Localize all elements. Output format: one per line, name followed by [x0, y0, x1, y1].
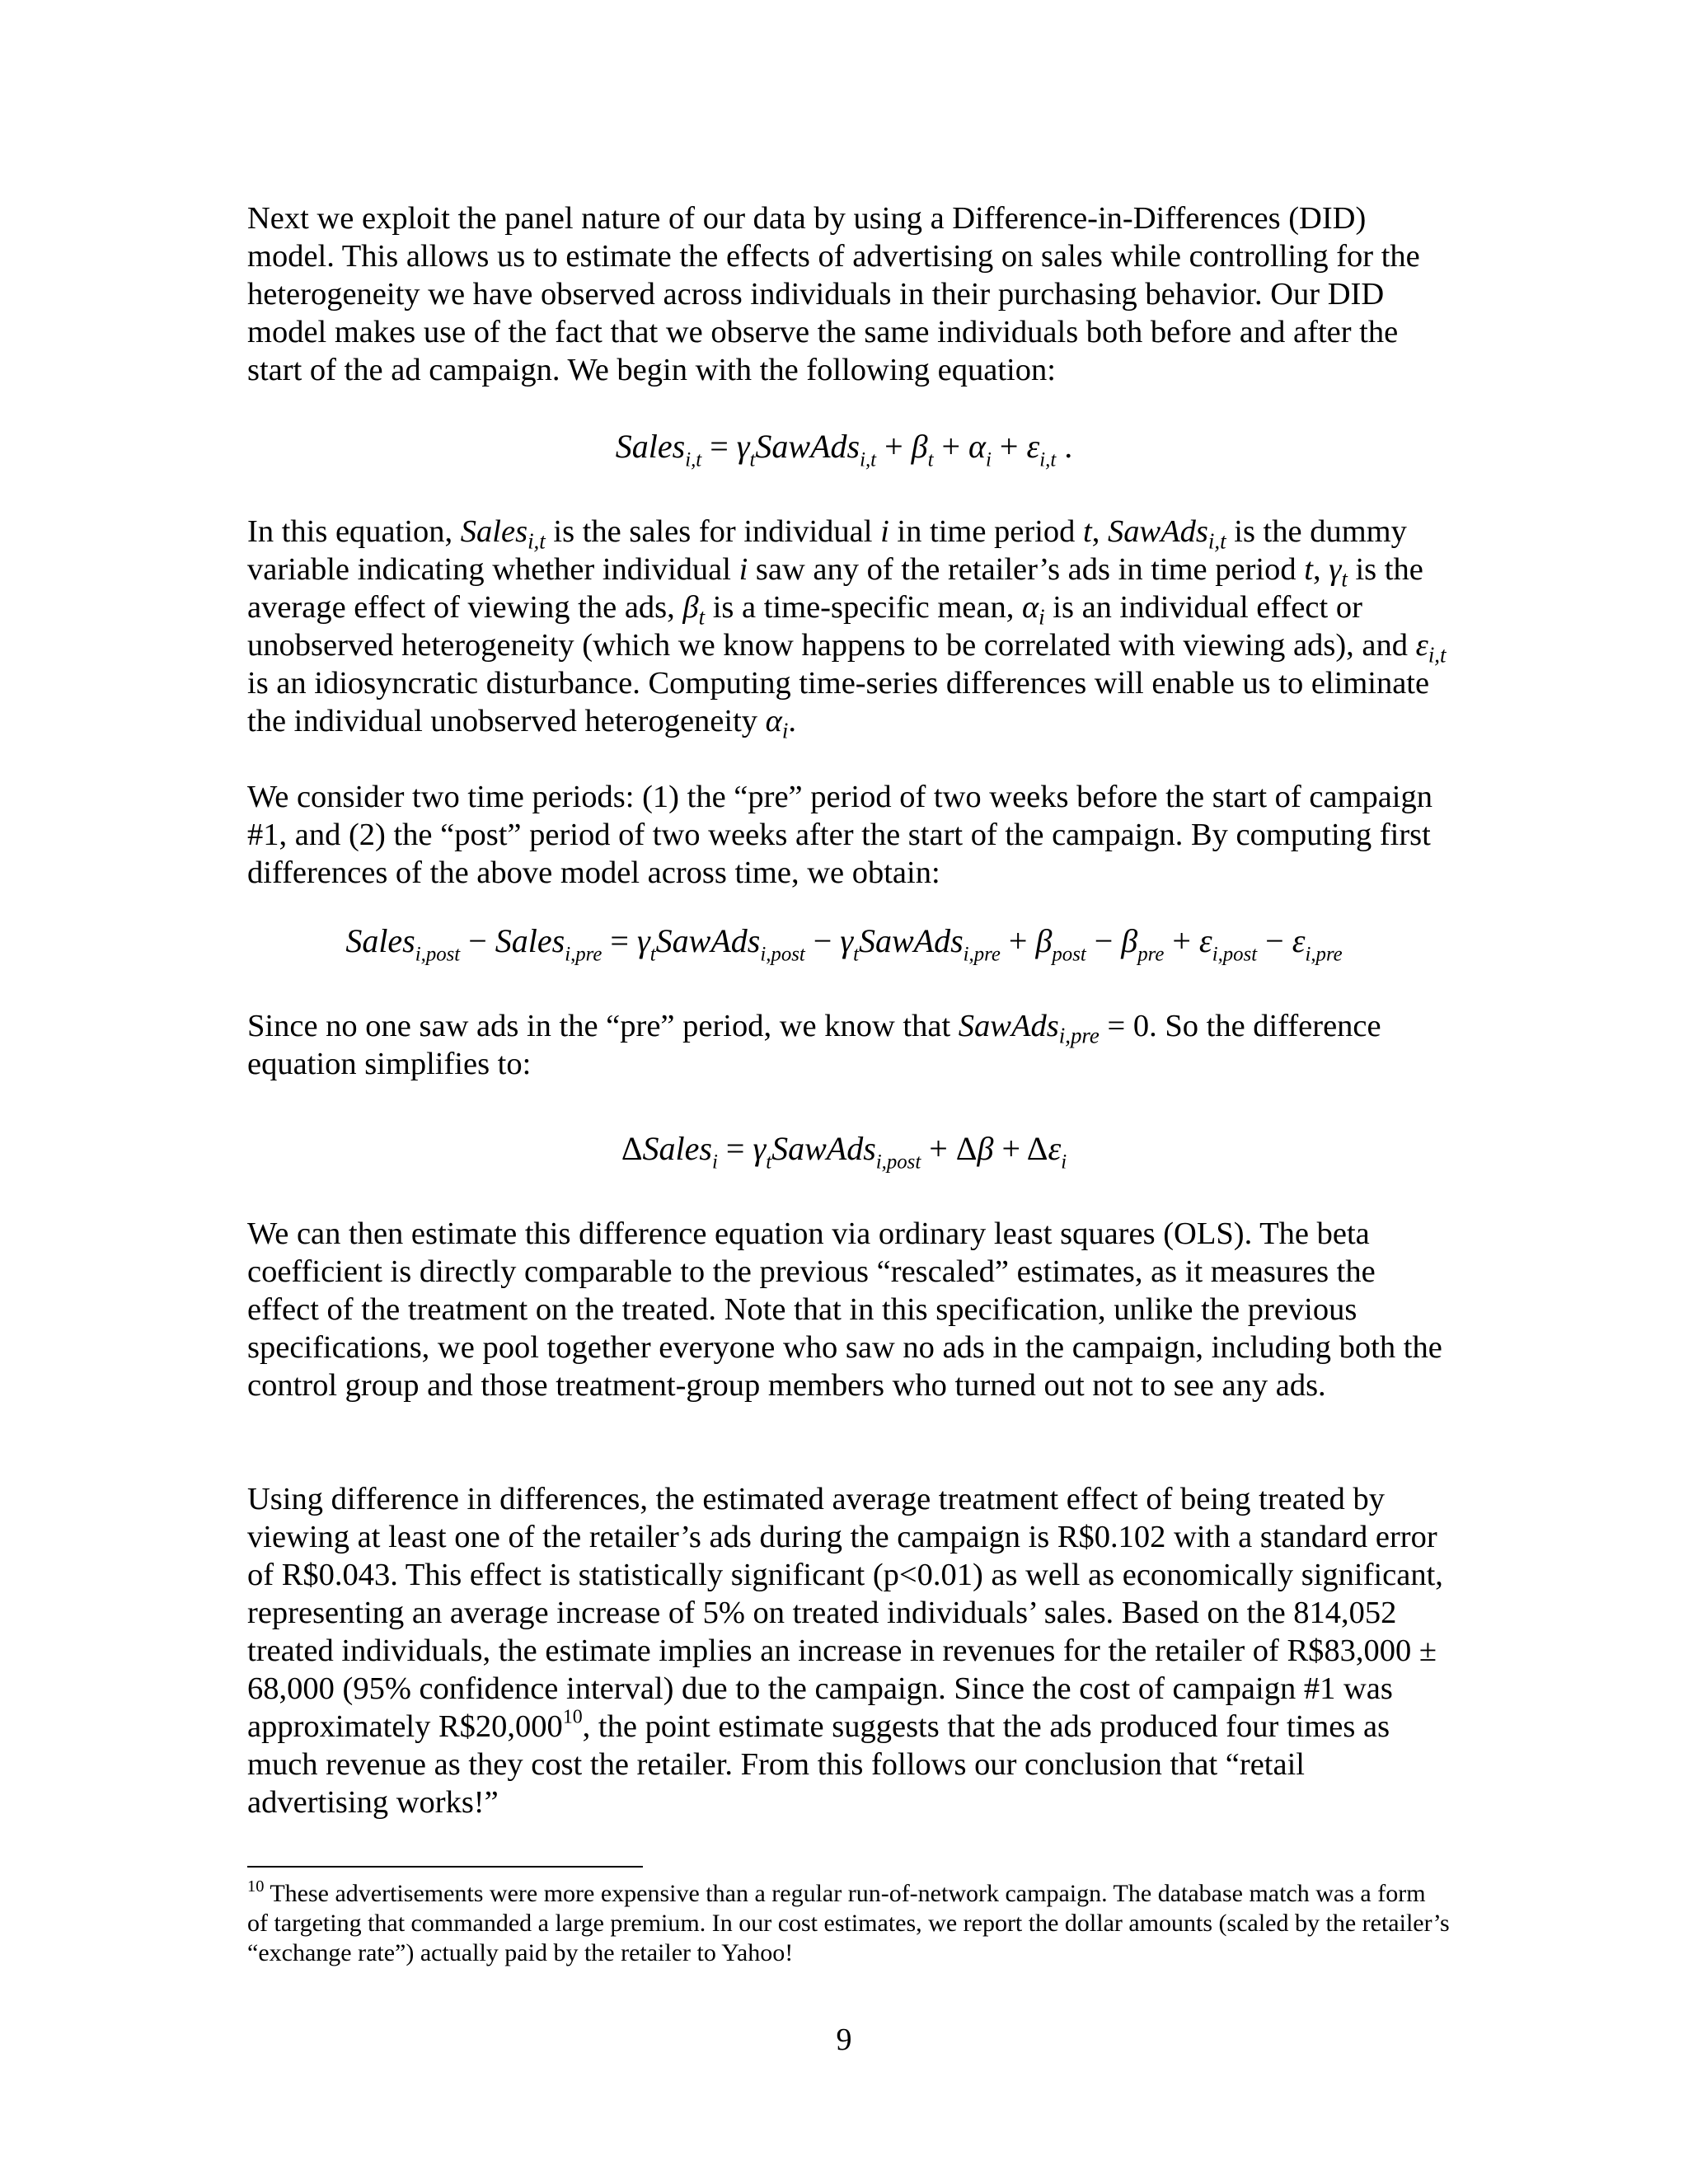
paragraph-results: Using difference in differences, the estimated average treatment effect of being treated by viewing at least one of the retailer’s ads during the campaign is R$0.102 with a standard error of R$0.043. This effect is statistically significant (p<0.01) as well as economically significant, representing an average increase of 5% on treated individuals’ sales. Based on the 814,052 treated individuals, the estimate implies an increase in revenues for the retailer of R$83,000 ± 68,000 (95% confidence interval) due to the campaign. Since the cost of campaign #1 was approximately R$20,000$^{10}$, the point estimate suggests that the ads produced four times as much revenue as they cost the retailer. From this follows our conclusion that “retail advertising works!” [247, 1482, 1443, 1820]
footnote-text: These advertisements were more expensive than a regular run-of-network campaign. The database match was a form of targeting that commanded a large premium. In our cost estimates, we report the dollar amounts (scaled by the retailer’s “exchange rate”) actually paid by the retailer to Yahoo! [247, 1880, 1450, 1966]
footnote-10 [247, 1879, 1451, 1968]
paragraph-equation-definitions: In this equation, Sales$_{i,t}$ is the sales for individual i in time period t, SawAds$_{i,t}$ is the dummy variable indicating whether individual i saw any of the retailer’s ads in time period t, $\gamma_t$ is the average effect of viewing the ads, $\beta_t$ is a time-specific mean, $\alpha_i$ is an individual effect or unobserved heterogeneity (which we know happens to be correlated with viewing ads), and $\varepsilon_{i,t}$ is an idiosyncratic disturbance. Computing time-series differences will enable us to eliminate the individual unobserved heterogeneity $\alpha_i$. [247, 514, 1447, 743]
page-number: 9 [836, 2022, 852, 2057]
paragraph-time-periods: We consider two time periods: (1) the “pre” period of two weeks before the start of campaign #1, and (2) the “post” period of two weeks after the start of the campaign. By computing first differences of the above model across time, we obtain: [247, 780, 1432, 890]
footnote-number: 10 [247, 1877, 265, 1896]
footnote-divider [247, 1866, 643, 1868]
paragraph-did-intro: Next we exploit the panel nature of our data by using a Difference-in-Differences (DID) model. This allows us to estimate the effects of advertising on sales while controlling for the heterogeneity we have observed across individuals in their purchasing behavior. Our DID model makes use of the fact that we observe the same individuals both before and after the start of the ad campaign. We begin with the following equation: [247, 201, 1420, 387]
equation-2: Sales$_{i,post}$ − Sales$_{i,pre}$ = $\gamma_tSawAds_{i,post}$ − $\gamma_tSawAds_{i,pre} + \beta_{post} - \beta_{pre} + \varepsilon_{i,post} - \varepsilon_{i,pre}$ [345, 922, 1343, 966]
paragraph-simplification: Since no one saw ads in the “pre” period, we know that SawAds$_{i,pre}$ = 0. So the difference equation simplifies to: [247, 1009, 1381, 1081]
footnote-reference[interactable]: 10 [562, 1706, 583, 1728]
equation-3: ΔSales$_i$ = $\gamma_tSawAds_{i,post} + \Delta\beta + \Delta\varepsilon_i$ [621, 1130, 1067, 1174]
paragraph-ols-estimation: We can then estimate this difference equation via ordinary least squares (OLS). The beta coefficient is directly comparable to the previous “rescaled” estimates, as it measures the effect of the treatment on the treated. Note that in this specification, unlike the previous specifications, we pool together everyone who saw no ads in the campaign, including both the control group and those treatment-group members who turned out not to see any ads. [247, 1216, 1442, 1403]
equation-1: Sales$_{i,t}$ = $\gamma_tSawAds_{i,t} + \beta_t + \alpha_i + \varepsilon_{i,t}$ . [615, 428, 1073, 471]
